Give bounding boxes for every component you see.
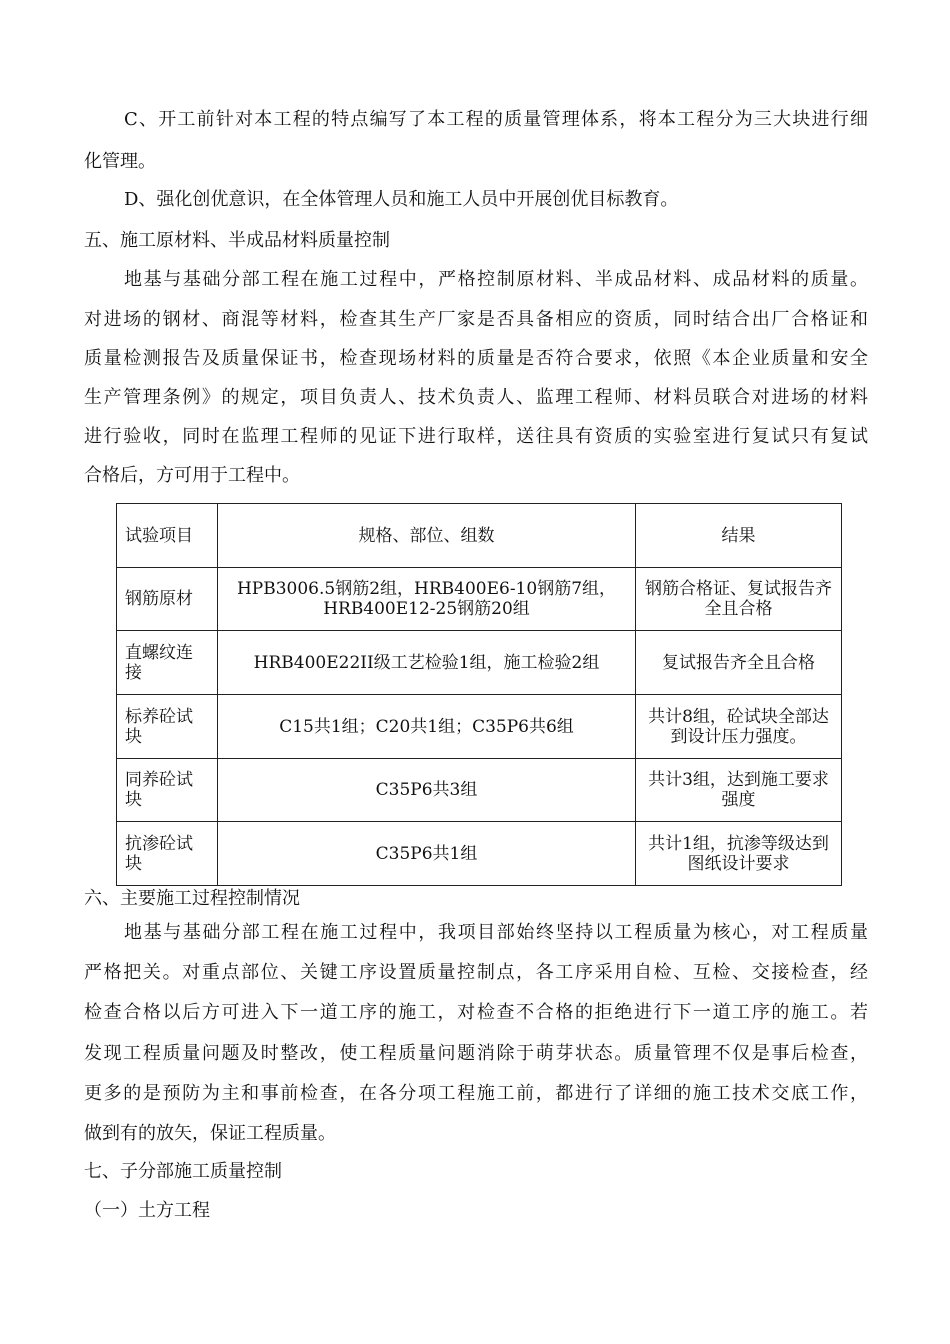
section-5-line-3: 质量检测报告及质量保证书，检查现场材料的质量是否符合要求，依照《本企业质量和安全 [84, 348, 868, 369]
row-spec: C15共1组；C20共1组；C35P6共6组 [218, 695, 636, 759]
row-spec: HPB3006.5钢筋2组，HRB400E6-10钢筋7组，HRB400E12-25钢筋20组 [218, 568, 636, 631]
row-item: 同养砼试块 [117, 759, 218, 822]
row-item: 标养砼试块 [117, 695, 218, 759]
subsection-1-heading: （一）土方工程 [84, 1200, 210, 1221]
section-5-line-5: 进行验收，同时在监理工程师的见证下进行取样，送往具有资质的实验室进行复试只有复试 [84, 426, 868, 447]
section-6-line-2: 严格把关。对重点部位、关键工序设置质量控制点，各工序采用自检、互检、交接检查，经 [84, 962, 868, 983]
section-6-line-6: 做到有的放矢，保证工程质量。 [84, 1123, 336, 1144]
header-test-item: 试验项目 [117, 504, 218, 568]
row-result: 共计8组，砼试块全部达到设计压力强度。 [636, 695, 842, 759]
section-5-line-2: 对进场的钢材、商混等材料，检查其生产厂家是否具备相应的资质，同时结合出厂合格证和 [84, 309, 868, 330]
header-result: 结果 [636, 504, 842, 568]
row-result: 复试报告齐全且合格 [636, 631, 842, 695]
paragraph-c-line-1: C、开工前针对本工程的特点编写了本工程的质量管理体系，将本工程分为三大块进行细 [124, 109, 868, 130]
row-result: 共计1组，抗渗等级达到图纸设计要求 [636, 822, 842, 886]
row-spec: HRB400E22II级工艺检验1组，施工检验2组 [218, 631, 636, 695]
table-row [117, 568, 842, 631]
section-6-line-4: 发现工程质量问题及时整改，使工程质量问题消除于萌芽状态。质量管理不仅是事后检查， [84, 1043, 868, 1064]
section-6-heading: 六、主要施工过程控制情况 [84, 888, 300, 909]
row-spec: C35P6共3组 [218, 759, 636, 822]
section-5-line-6: 合格后，方可用于工程中。 [84, 465, 300, 486]
section-5-line-1: 地基与基础分部工程在施工过程中，严格控制原材料、半成品材料、成品材料的质量。 [124, 269, 868, 290]
row-spec: C35P6共1组 [218, 822, 636, 886]
section-6-line-5: 更多的是预防为主和事前检查，在各分项工程施工前，都进行了详细的施工技术交底工作， [84, 1083, 868, 1104]
paragraph-c-line-2: 化管理。 [84, 151, 156, 172]
row-item: 直螺纹连接 [117, 631, 218, 695]
section-6-line-3: 检查合格以后方可进入下一道工序的施工，对检查不合格的拒绝进行下一道工序的施工。若 [84, 1002, 868, 1023]
table-header-row [117, 504, 842, 568]
row-item: 钢筋原材 [117, 568, 218, 631]
section-5-heading: 五、施工原材料、半成品材料质量控制 [84, 230, 390, 251]
test-results-table [116, 503, 842, 886]
row-item: 抗渗砼试块 [117, 822, 218, 886]
table-row [117, 631, 842, 695]
row-result: 钢筋合格证、复试报告齐全且合格 [636, 568, 842, 631]
section-7-heading: 七、子分部施工质量控制 [84, 1161, 282, 1182]
table-row [117, 695, 842, 759]
section-6-line-1: 地基与基础分部工程在施工过程中，我项目部始终坚持以工程质量为核心，对工程质量 [124, 922, 868, 943]
header-spec: 规格、部位、组数 [218, 504, 636, 568]
table-row [117, 822, 842, 886]
section-5-line-4: 生产管理条例》的规定，项目负责人、技术负责人、监理工程师、材料员联合对进场的材料 [84, 387, 868, 408]
paragraph-d: D、强化创优意识，在全体管理人员和施工人员中开展创优目标教育。 [124, 189, 679, 210]
table-row [117, 759, 842, 822]
row-result: 共计3组，达到施工要求强度 [636, 759, 842, 822]
